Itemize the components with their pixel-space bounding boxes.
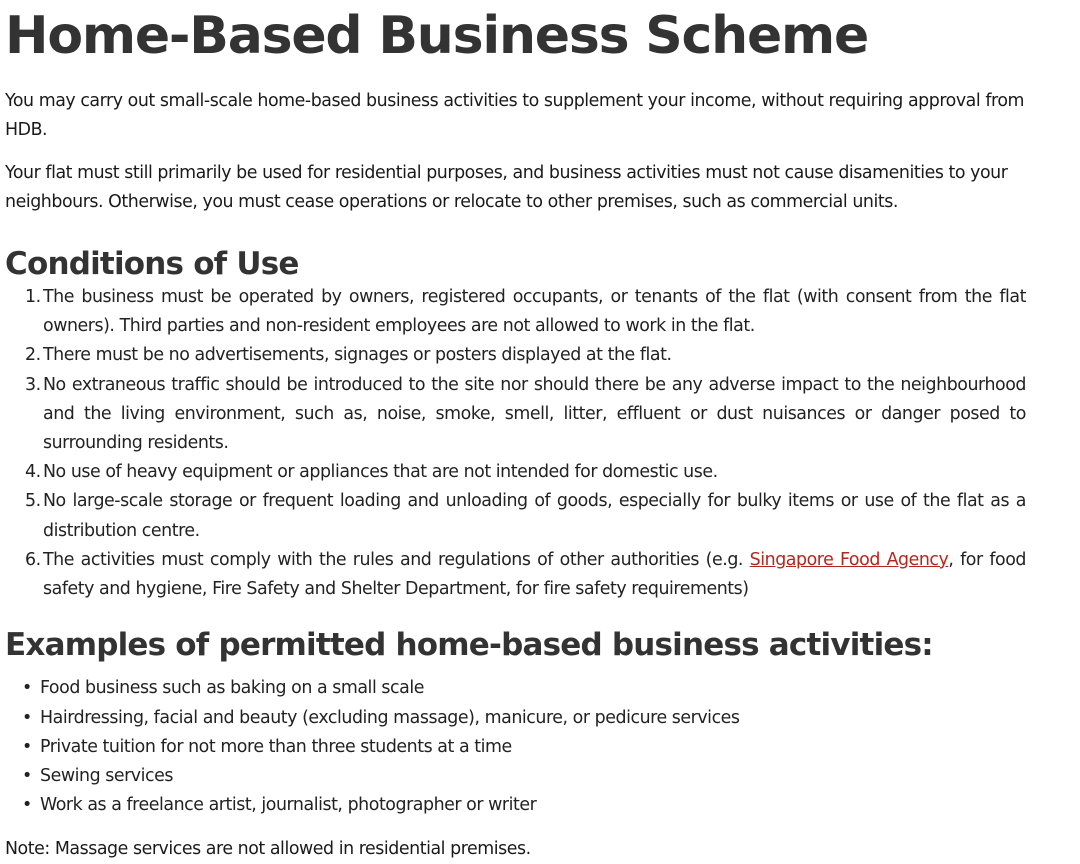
page-title: Home-Based Business Scheme (5, 6, 869, 66)
condition-text: No extraneous traffic should be introduced to the site nor should there be any adverse impact to the neighbourhood and the living environment, such as, noise, smoke, smell, litter, effluent or dust nuisances or danger posed to surrounding residents. (43, 374, 1026, 454)
condition-item (5, 283, 1026, 341)
example-text: Hairdressing, facial and beauty (excluding massage), manicure, or pedicure services (40, 707, 740, 728)
conditions-list (5, 283, 1026, 604)
intro-paragraph-2: Your flat must still primarily be used for residential purposes, and business activities must not cause disamenities to your neighbours. Otherwise, you must cease operations or relocate to other premises, such as commercial units. (5, 163, 1008, 212)
example-item (5, 704, 1026, 733)
condition-number: 1. (25, 287, 41, 307)
example-text: Food business such as baking on a small scale (40, 678, 424, 699)
condition-number: 5. (25, 491, 41, 512)
condition-item (5, 341, 1026, 370)
condition-text: The business must be operated by owners, registered occupants, or tenants of the flat (with consent from the flat owners). Third parties and non-resident employees are not allowed to work in the flat. (43, 287, 1026, 337)
bullet-icon: • (22, 678, 32, 699)
examples-heading: Examples of permitted home-based business activities: (5, 627, 933, 664)
condition-text: There must be no advertisements, signages or posters displayed at the flat. (43, 345, 672, 366)
condition-text: No use of heavy equipment or appliances that are not intended for domestic use. (43, 462, 718, 483)
condition-item (5, 546, 1026, 604)
bullet-icon: • (22, 795, 32, 816)
example-item (5, 791, 1026, 820)
example-item (5, 762, 1026, 791)
condition-number: 3. (25, 374, 41, 395)
example-item (5, 674, 1026, 703)
intro-paragraph-1: You may carry out small-scale home-based business activities to supplement your income, without requiring approval from HDB. (5, 91, 1025, 140)
example-text: Private tuition for not more than three students at a time (40, 736, 512, 757)
bullet-icon: • (22, 766, 32, 787)
condition-item (5, 458, 1026, 487)
singapore-food-agency-link[interactable]: Singapore Food Agency (749, 549, 949, 570)
bullet-icon: • (22, 707, 32, 728)
condition-item (5, 371, 1026, 459)
condition-number: 6. (25, 549, 41, 570)
condition-text-before-link: The activities must comply with the rules and regulations of other authorities (e.g. (43, 549, 750, 570)
condition-text: No large-scale storage or frequent loading and unloading of goods, especially for bulky items or use of the flat as a distribution centre. (43, 491, 1026, 541)
conditions-heading: Conditions of Use (5, 246, 299, 282)
note-text: Note: Massage services are not allowed in residential premises. (5, 838, 531, 859)
example-item (5, 733, 1026, 762)
condition-number: 4. (25, 462, 41, 483)
bullet-icon: • (22, 736, 32, 757)
condition-text-after-link: , for food safety and hygiene, Fire Safety and Shelter Department, for fire safety requirements) (43, 549, 1026, 600)
condition-item (5, 487, 1026, 545)
condition-number: 2. (25, 345, 41, 366)
example-text: Work as a freelance artist, journalist, photographer or writer (40, 795, 537, 816)
example-text: Sewing services (40, 766, 173, 787)
examples-list (5, 674, 1026, 820)
